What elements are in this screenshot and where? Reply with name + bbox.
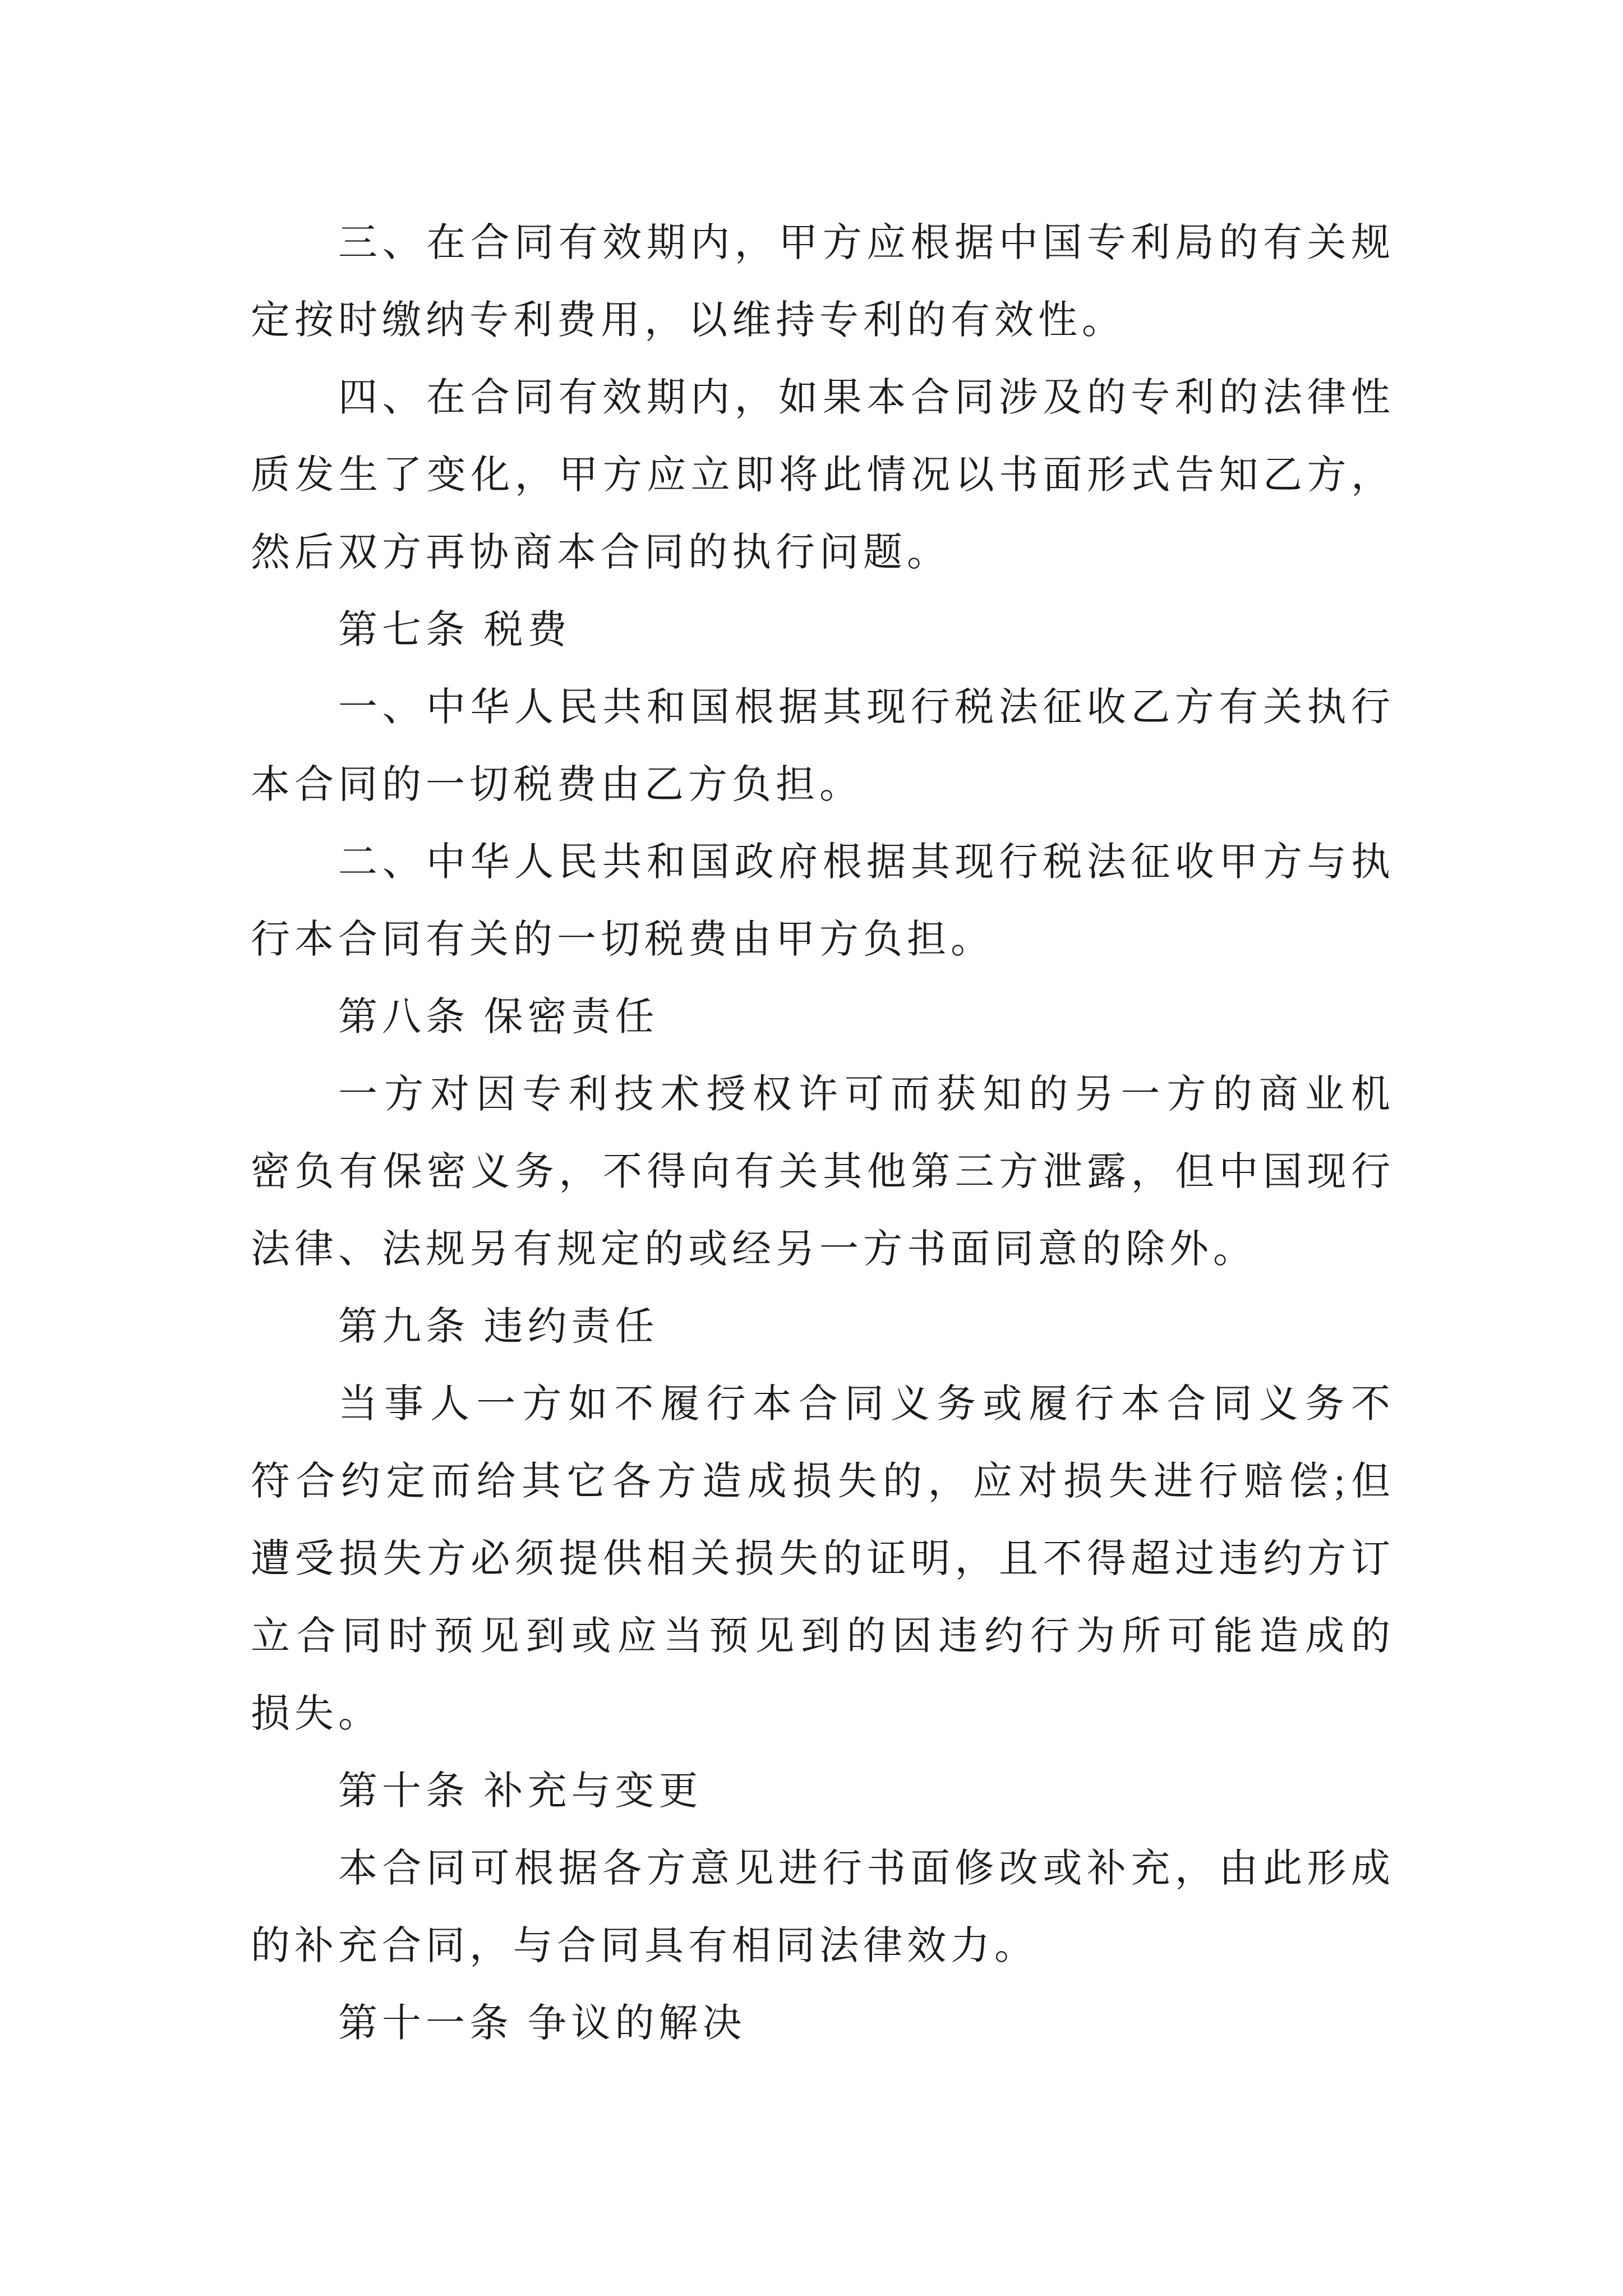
paragraph-line: 当事人一方如不履行本合同义务或履行本合同义务不 — [338, 1383, 1395, 1426]
article-heading — [251, 1985, 1395, 2063]
paragraph-line: 本合同的一切税费由乙方负担。 — [251, 763, 863, 807]
paragraph-line: 符合约定而给其它各方造成损失的，应对损失进行赔偿;但 — [251, 1460, 1395, 1503]
paragraph-line: 质发生了变化，甲方应立即将此情况以书面形式告知乙方， — [251, 454, 1395, 497]
paragraph-line: 遭受损失方必须提供相关损失的证明，且不得超过违约方订 — [251, 1538, 1395, 1581]
paragraph-line: 立合同时预见到或应当预见到的因违约行为所可能造成的 — [251, 1615, 1395, 1658]
paragraph-line: 三、在合同有效期内，甲方应根据中国专利局的有关规 — [338, 222, 1395, 265]
article-heading — [251, 1753, 1395, 1830]
paragraph-line: 定按时缴纳专利费用，以维持专利的有效性。 — [251, 299, 1126, 342]
heading-line: 第八条 保密责任 — [338, 996, 659, 1039]
article-heading — [251, 979, 1395, 1056]
article-heading — [251, 1289, 1395, 1366]
paragraph-line: 损失。 — [251, 1692, 382, 1736]
clause-paragraph — [251, 205, 1395, 360]
paragraph-line: 行本合同有关的一切税费由甲方负担。 — [251, 918, 994, 961]
paragraph-line: 的补充合同，与合同具有相同法律效力。 — [251, 1925, 1038, 1968]
document-body — [251, 205, 1395, 2063]
clause-paragraph — [251, 824, 1395, 979]
clause-paragraph — [251, 360, 1395, 592]
heading-line: 第九条 违约责任 — [338, 1305, 659, 1349]
paragraph-line: 二、中华人民共和国政府根据其现行税法征收甲方与执 — [338, 841, 1395, 884]
clause-paragraph — [251, 1830, 1395, 1985]
paragraph-line: 本合同可根据各方意见进行书面修改或补充，由此形成 — [338, 1847, 1395, 1890]
paragraph-line: 一、中华人民共和国根据其现行税法征收乙方有关执行 — [338, 686, 1395, 729]
heading-line: 第十一条 争议的解决 — [338, 2002, 746, 2045]
clause-paragraph — [251, 1056, 1395, 1289]
clause-paragraph — [251, 669, 1395, 824]
article-heading — [251, 592, 1395, 669]
paragraph-line: 一方对因专利技术授权许可而获知的另一方的商业机 — [338, 1073, 1395, 1116]
heading-line: 第十条 补充与变更 — [338, 1770, 703, 1813]
heading-line: 第七条 税费 — [338, 609, 571, 652]
paragraph-line: 四、在合同有效期内，如果本合同涉及的专利的法律性 — [338, 376, 1395, 420]
paragraph-line: 密负有保密义务，不得向有关其他第三方泄露，但中国现行 — [251, 1151, 1395, 1194]
paragraph-line: 法律、法规另有规定的或经另一方书面同意的除外。 — [251, 1228, 1257, 1271]
paragraph-line: 然后双方再协商本合同的执行问题。 — [251, 531, 951, 574]
clause-paragraph — [251, 1366, 1395, 1753]
